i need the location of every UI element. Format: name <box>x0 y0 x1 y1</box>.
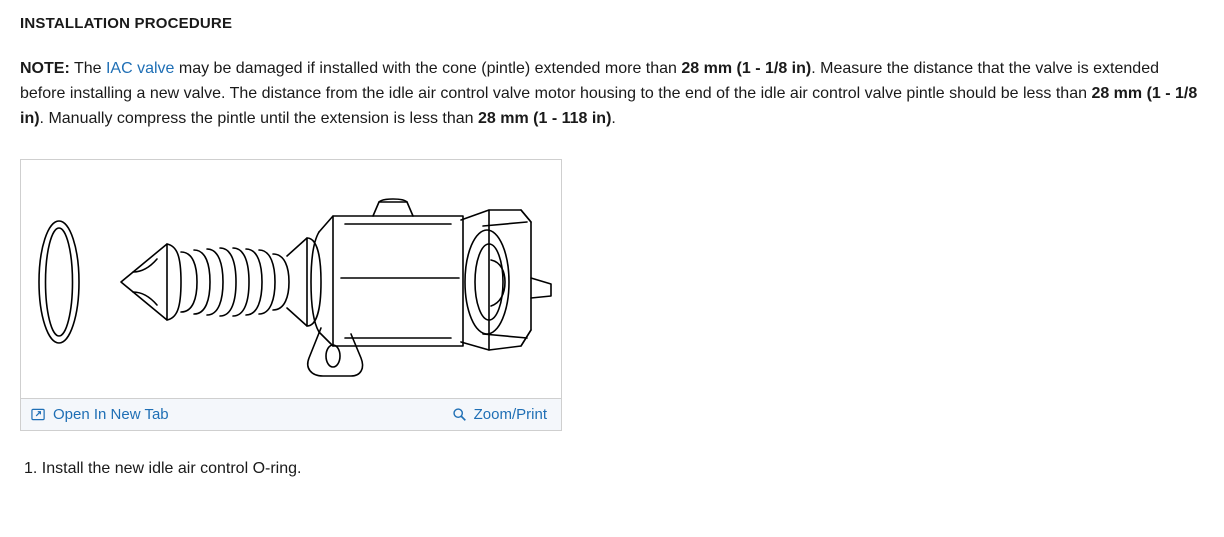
zoom-print-label: Zoom/Print <box>473 406 547 423</box>
external-link-icon <box>31 407 46 422</box>
magnifier-icon <box>452 407 467 422</box>
mounting-flange <box>308 328 363 376</box>
note-text-2: may be damaged if installed with the cone (pintle) extended more than <box>174 60 682 77</box>
pintle-cone <box>121 244 167 320</box>
note-text-3: . Measure the distance that the valve is extended before installing a new valve. The distance from the idle air control valve motor housing to the end of the idle air control valve pintle should be less than <box>20 60 1159 102</box>
open-in-new-tab-button[interactable] <box>31 406 169 423</box>
valve-body <box>319 216 463 346</box>
list-item: 1. Install the new idle air control O-ring. <box>24 460 302 477</box>
top-tab <box>373 202 413 216</box>
note-paragraph <box>20 56 1204 131</box>
o-ring-inner <box>46 228 73 336</box>
note-bold-2: 28 mm (1 - 1/8 in) <box>20 85 1198 127</box>
figure-toolbar <box>21 398 561 430</box>
figure-panel <box>20 159 562 431</box>
note-label: NOTE: <box>20 60 70 77</box>
zoom-print-button[interactable] <box>452 406 547 423</box>
note-text-1: The <box>69 60 106 77</box>
note-bold-1: 28 mm (1 - 1/8 in) <box>681 60 812 77</box>
spring-coils <box>181 248 275 316</box>
connector-tab <box>531 278 551 298</box>
iac-valve-link[interactable]: IAC valve <box>105 60 175 77</box>
steps-list <box>20 457 1204 481</box>
note-text-4: . Manually compress the pintle until the extension is less than <box>39 110 478 127</box>
page-title: INSTALLATION PROCEDURE <box>20 15 233 32</box>
note-text-5: . <box>611 110 616 127</box>
figure-image[interactable] <box>21 160 561 398</box>
note-bold-3: 28 mm (1 - 118 in) <box>478 110 612 127</box>
flange-hole <box>326 345 340 367</box>
open-in-new-tab-label: Open In New Tab <box>53 406 169 423</box>
